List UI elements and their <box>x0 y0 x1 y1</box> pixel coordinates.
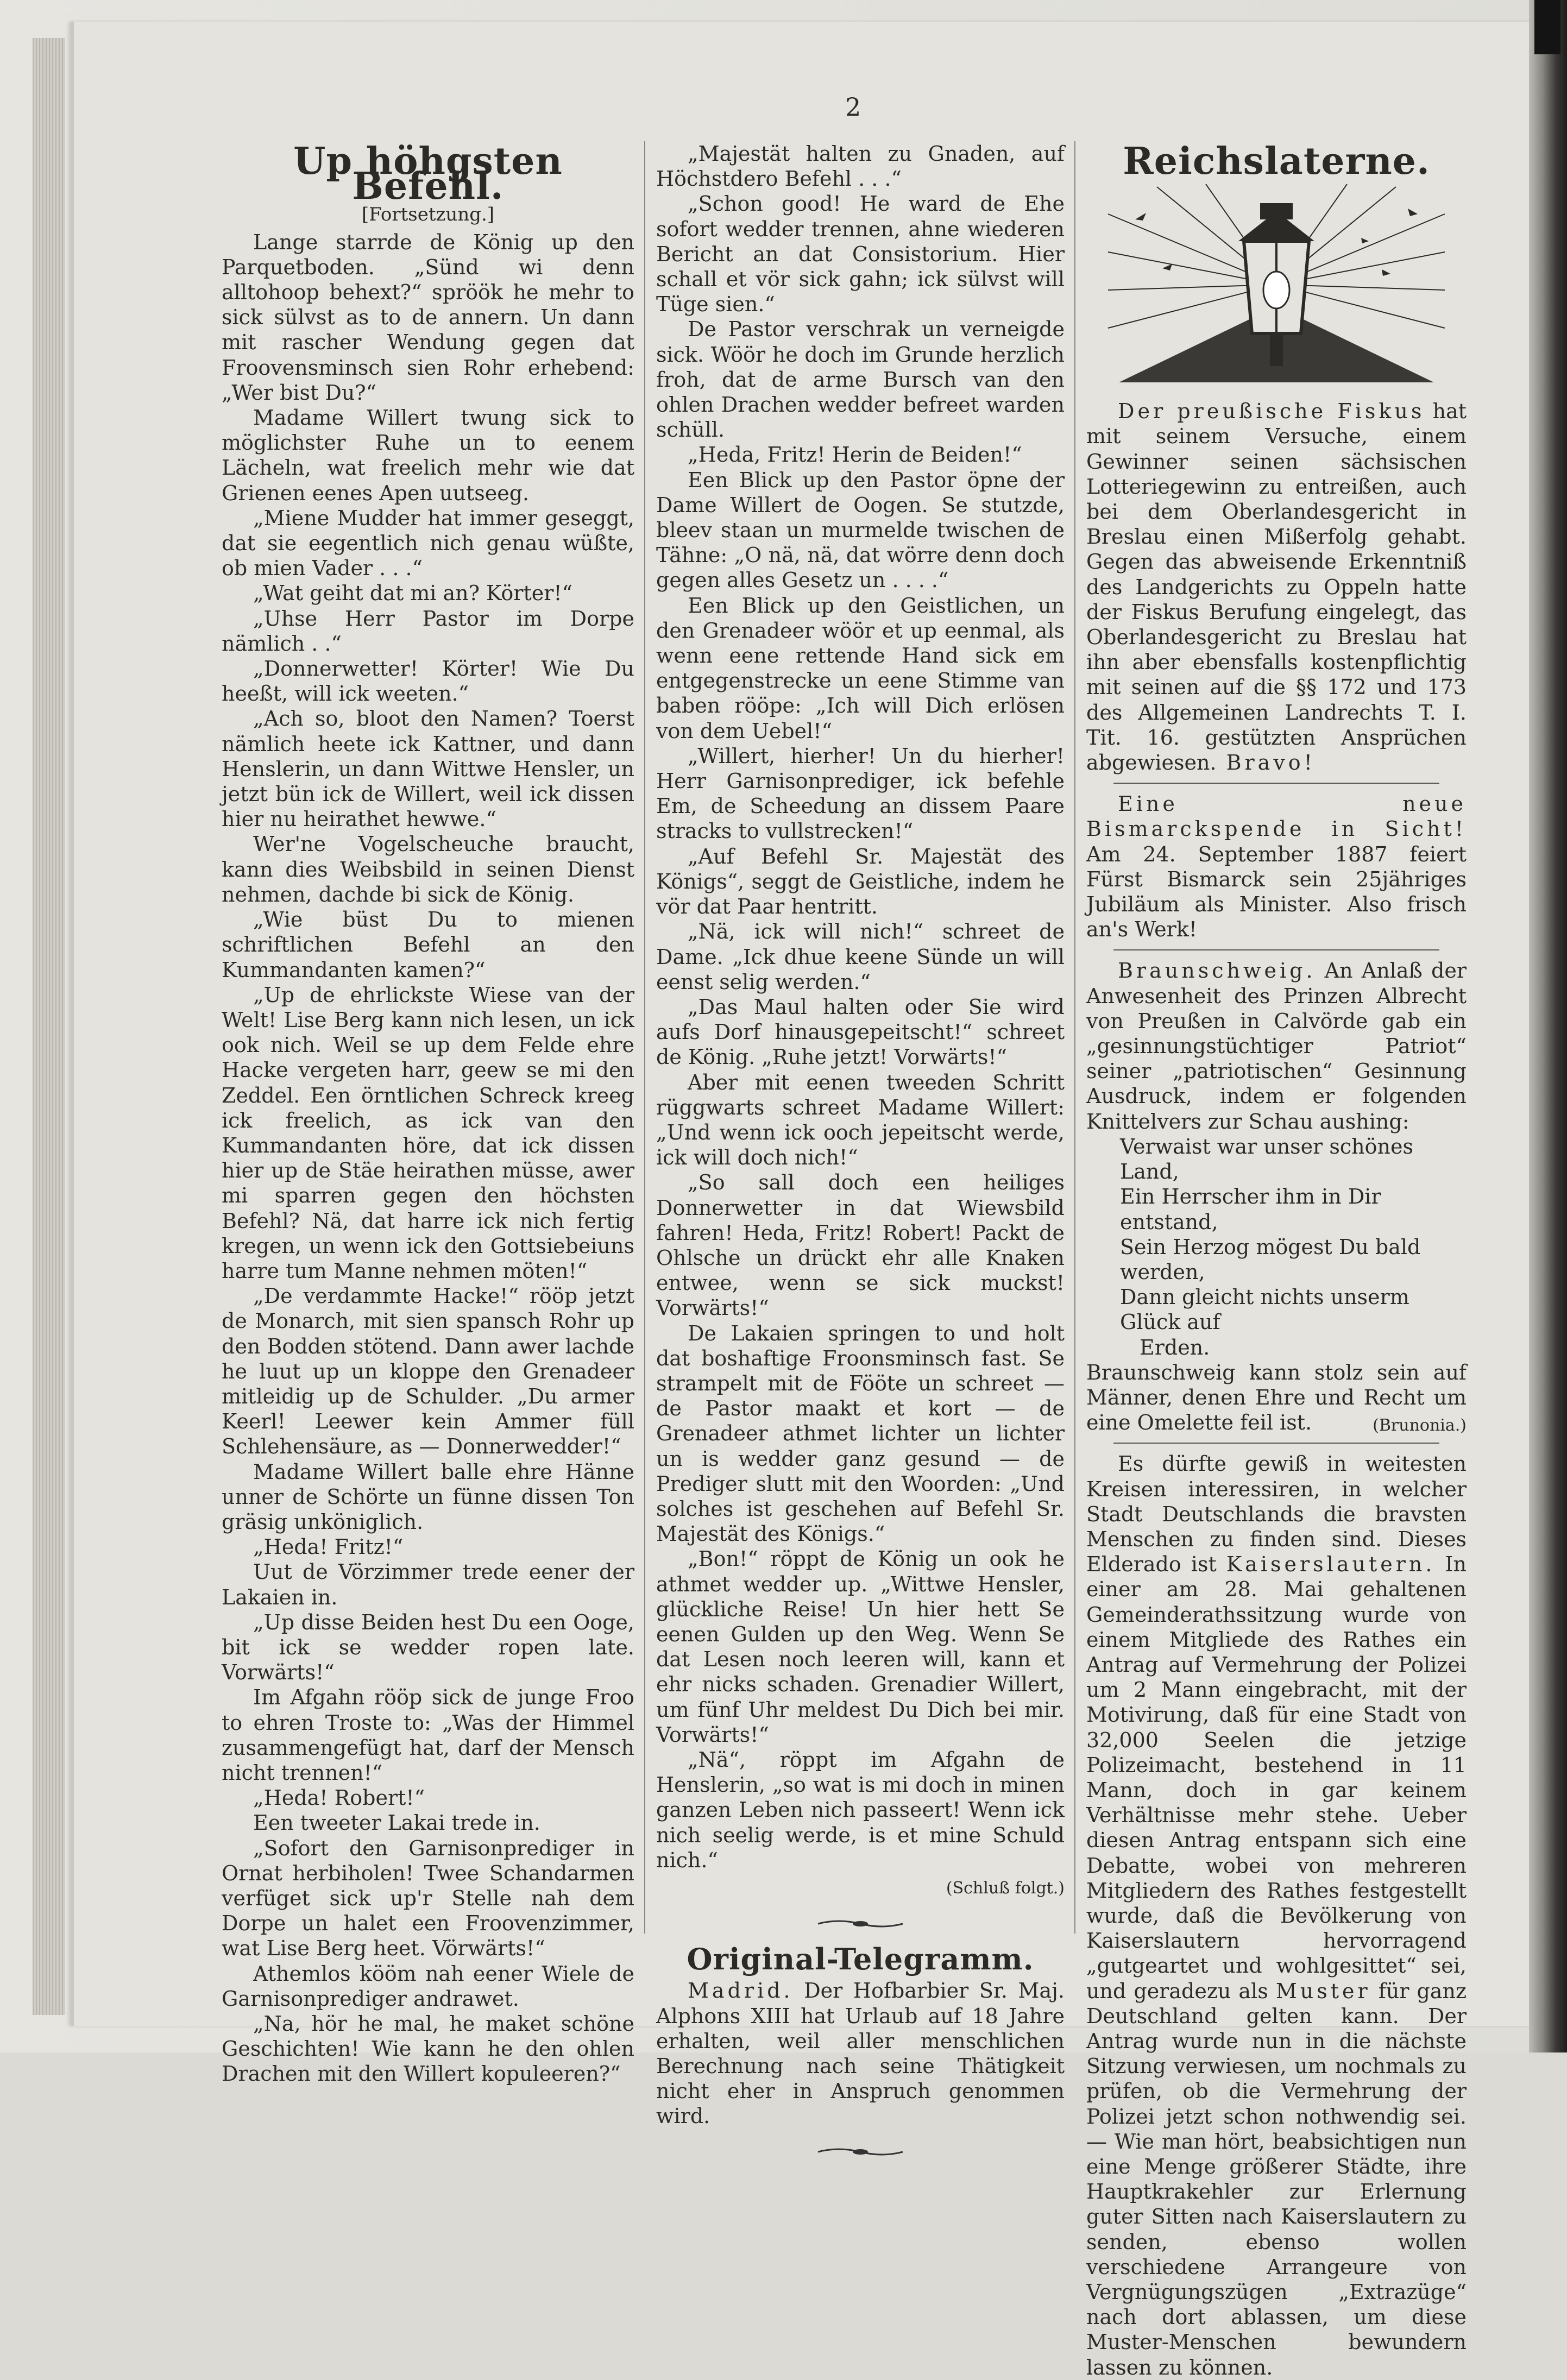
paragraph: „Majestät halten zu Gnaden, auf Höchstdero Befehl . . .“ <box>656 142 1065 191</box>
paragraph: De Lakaien springen to und holt dat boshaftige Froonsminsch fast. Se strampelt mit de Fööte un schreet — de Pastor maakt et kort — de Grenadeer athmet lichter un lichter un is wedder ganz gesund — de Prediger slutt mit den Woorden: „Und solches ist geschehen auf Befehl Sr. Majestät des Königs.“ <box>656 1321 1065 1546</box>
paragraph: Uut de Vörzimmer trede eener der Lakaien in. <box>222 1560 634 1609</box>
kl-muster: Muster <box>1275 1979 1371 2003</box>
kl-city: Kaiserslautern. <box>1226 1552 1436 1577</box>
ornament-icon <box>817 2145 904 2158</box>
paragraph: „Nä, ick will nich!“ schreet de Dame. „Ick dhue keene Sünde un will eenst selig werden.“ <box>656 920 1065 994</box>
column-rule <box>1074 141 1075 1934</box>
paragraph: „Uhse Herr Pastor im Dorpe nämlich . .“ <box>222 606 634 656</box>
paragraph: Een tweeter Lakai trede in. <box>253 1811 540 1835</box>
fiskus-lead: Der preußische Fiskus <box>1118 399 1425 424</box>
paragraph: Wer'ne Vogelscheuche braucht, kann dies Weibsbild in seinen Dienst nehmen, dachde bi sick de König. <box>222 832 634 906</box>
column-story-continued <box>656 141 1065 2175</box>
braunschweig-after: Braunschweig kann stolz sein auf Männer, denen Ehre und Recht um eine Omelette feil ist. <box>1086 1360 1467 1435</box>
divider <box>1113 949 1439 950</box>
paragraph: Aber mit eenen tweeden Schritt rüggwarts schreet Madame Willert: „Und wenn ick ooch jepeitscht werde, ick will doch nich!“ <box>656 1070 1065 1170</box>
paragraph: „Up disse Beiden hest Du een Ooge, bit ick se wedder ropen late. Vorwärts!“ <box>222 1610 634 1685</box>
paragraph: Athemlos kööm nah eener Wiele de Garnisonprediger andrawet. <box>222 1961 634 2011</box>
paragraph: Madame Willert twung sick to möglichster Ruhe un to eenem Lächeln, wat freelich mehr wie dat Grienen eenes Apen uutseeg. <box>222 406 634 505</box>
divider <box>1113 1443 1439 1444</box>
braunschweig-text: An Anlaß der Anwesenheit des Prinzen Albrecht von Preußen in Calvörde gab ein „gesinnungstüchtiger Patriot“ seiner „patriotischen“ Gesinnung Ausdruck, indem er folgenden Knittelvers zur Schau aushing: <box>1086 959 1467 1134</box>
story-body <box>222 230 634 2087</box>
telegram-text: Der Hofbarbier Sr. Maj. Alphons XIII hat Urlaub auf 18 Jahre erhalten, weil aller menschlichen Berechnung nach seine Thätigkeit nicht eher in Anspruch genommen wird. <box>656 1979 1065 2129</box>
poem-line: Ein Herrscher ihm in Dir entstand, <box>1120 1185 1381 1234</box>
poem-line: Verwaist war unser schönes Land, <box>1120 1134 1413 1184</box>
ornament-icon <box>817 1917 904 1930</box>
paragraph: „Heda, Fritz! Herin de Beiden!“ <box>688 443 1022 467</box>
scan-corner <box>1534 0 1560 54</box>
column-rule <box>644 141 645 1934</box>
paragraph: „Donnerwetter! Körter! Wie Du heeßt, will ick weeten.“ <box>222 657 634 706</box>
paragraph: „Das Maul halten oder Sie wird aufs Dorf hinausgepeitscht!“ schreet de König. „Ruhe jetzt! Vorwärts!“ <box>656 994 1065 1069</box>
paragraph: „So sall doch een heiliges Donnerwetter in dat Wiewsbild fahren! Heda, Fritz! Robert! Packt de Ohlsche un drückt ehr alle Knaken entwee, wenn se sick muckst! Vorwärts!“ <box>656 1170 1065 1320</box>
paragraph: „Sofort den Garnisonprediger in Ornat herbiholen! Twee Schandarmen verfüget sick up'r Stelle nah dem Dorpe un halet een Froovenzimmer, wat Lise Berg heet. Vörwärts!“ <box>222 1836 634 1961</box>
bismarck-text: Am 24. September 1887 feiert Fürst Bismarck sein 25jähriges Jubiläum als Minister. Also frisch an's Werk! <box>1086 842 1467 942</box>
reichslaterne-title: Reichslaterne. <box>1123 140 1430 183</box>
column-reichslaterne <box>1086 141 1467 2380</box>
to-be-continued: (Schluß folgt.) <box>946 1879 1065 1898</box>
street-lantern-icon <box>1097 181 1456 388</box>
paragraph: „Wie büst Du to mienen schriftlichen Befehl an den Kummandanten kamen?“ <box>222 908 634 982</box>
fiskus-text: hat mit seinem Versuche, einem Gewinner seinen sächsischen Lotteriegewinn zu entreißen, auch bei dem Oberlandesgericht in Breslau einen Mißerfolg gehabt. Gegen das abweisende Erkenntniß des Landgerichts zu Oppeln hatte der Fiskus Berufung eingelegt, das Oberlandesgericht zu Breslau hat ihn aber ebensfalls kostenpflichtig mit seinen auf die §§ 172 und 173 des Allgemeinen Landrechts T. I. Tit. 16. gestützten Ansprüchen abgewiesen. <box>1086 399 1467 775</box>
paragraph: „Willert, hierher! Un du hierher! Herr Garnisonprediger, ick befehle Em, de Scheedung an dissem Paare stracks to vullstrecken!“ <box>656 744 1065 843</box>
paragraph: „Heda! Fritz!“ <box>253 1535 404 1559</box>
paragraph: „De verdammte Hacke!“ rööp jetzt de Monarch, mit sien spansch Rohr up den Bodden stötend. Dann awer lachde he luut up un kloppe den Grenadeer mitleidig up de Schulder. „Du armer Keerl! Leewer kein Ammer füll Schlehensäure, as — Donnerwedder!“ <box>222 1284 634 1459</box>
paragraph: Een Blick up den Geistlichen, un den Grenadeer wöör et up eenmal, als wenn eene rettende Hand sick em entgegenstrecke un eene Stimme van baben rööpe: „Ich will Dich erlösen von dem Uebel!“ <box>656 593 1065 743</box>
paragraph: De Pastor verschrak un verneigde sick. Wöör he doch im Grunde herzlich froh, dat de arme Bursch van den ohlen Drachen wedder befreet warden schüll. <box>656 317 1065 442</box>
braunschweig-lead: Braunschweig. <box>1118 959 1316 983</box>
page-edges <box>33 38 65 2015</box>
paragraph: Een Blick up den Pastor öpne der Dame Willert de Oogen. Se stutzde, bleev staan un murmelde twischen de Tähne: „O nä, nä, dat wörre denn doch gegen alles Gesetz un . . . .“ <box>656 468 1065 593</box>
poem-line: Sein Herzog mögest Du bald werden, <box>1120 1235 1421 1284</box>
paragraph: „Bon!“ röppt de König un ook he athmet wedder up. „Wittwe Hensler, glückliche Reise! Un hier hett Se eenen Gulden up den Weg. Wenn Se dat Lesen noch leeren will, kann et ehr nicks schaden. Grenadier Willert, um fünf Uhr meldest Du Dich bei mir. Vorwärts!“ <box>656 1547 1065 1747</box>
paragraph: Lange starrde de König up den Parquetboden. „Sünd wi denn alltohoop behext?“ spröök he mehr to sick sülvst as to de annern. Un dann mit rascher Wendung gegen dat Froovensminsch sien Rohr erhebend: „Wer bist Du?“ <box>222 230 634 405</box>
page-number: 2 <box>845 92 861 122</box>
poem-line: Erden. <box>1140 1335 1210 1359</box>
paragraph: Madame Willert balle ehre Hänne unner de Schörte un fünne dissen Ton gräsig unköniglich. <box>222 1459 634 1534</box>
bismarck-lead: Eine neue Bismarckspende in Sicht! <box>1086 792 1467 841</box>
kl-text-b: In einer am 28. Mai gehaltenen Gemeinderathssitzung wurde von einem Mitgliede des Rathes ein Antrag auf Vermehrung der Polizei um 2 Mann eingebracht, mit der Motivirung, daß für eine Stadt von 32,000 Seelen die jetzige Polizeimacht, bestehend in 11 Mann, doch in gar keinem Verhältnisse mehr stehe. Ueber diesen Antrag entspann sich eine Debatte, wobei von mehreren Mitgliedern des Rathes festgestellt wurde, daß die Bevölkerung von Kaiserslautern hervorragend „gutgeartet und wohlgesittet“ sei, und geradezu als <box>1086 1552 1467 2003</box>
poem-line: Dann gleicht nichts unserm Glück auf <box>1120 1285 1409 1334</box>
paragraph: „Wat geiht dat mi an? Körter!“ <box>253 581 573 606</box>
fiskus-bravo: Bravo! <box>1216 751 1316 775</box>
paragraph: „Nä“, röppt im Afgahn de Henslerin, „so wat is mi doch in minen ganzen Leben nich passeert! Wenn ick nich seelig werde, is et mine Schuld nich.“ <box>656 1748 1065 1872</box>
paragraph: „Na, hör he mal, he maket schöne Geschichten! Wie kann he den ohlen Drachen mit den Willert kopuleeren?“ <box>222 2012 634 2086</box>
paragraph: Im Afgahn rööp sick de junge Froo to ehren Troste to: „Was der Himmel zusammengefügt hat, darf der Mensch nicht trennen!“ <box>222 1685 634 1785</box>
paragraph: „Auf Befehl Sr. Majestät des Königs“, seggt de Geistliche, indem he vör dat Paar hentritt. <box>656 844 1065 919</box>
paragraph: „Ach so, bloot den Namen? Toerst nämlich heete ick Kattner, und dann Henslerin, un dann Wittwe Hensler, un jetzt bün ick de Willert, weil ick dissen hier nu heirathet hewwe.“ <box>222 707 634 832</box>
continued-note: [Fortsetzung.] <box>361 204 495 226</box>
telegram-title: Original-Telegramm. <box>687 1942 1034 1977</box>
paragraph: „Schon good! He ward de Ehe sofort wedder trennen, ahne wiederen Bericht an dat Consistorium. Hier schall et vör sick gahn; ick sülvst will Tüge sien.“ <box>656 192 1065 317</box>
story-title: Up höhgsten Befehl. <box>293 140 563 209</box>
story-body-continued <box>656 141 1065 1873</box>
knittelvers <box>1120 1134 1467 1360</box>
divider <box>1113 783 1439 784</box>
telegram-place: Madrid. <box>688 1979 794 2003</box>
binding-shadow <box>1529 0 1567 2052</box>
paragraph: „Miene Mudder hat immer geseggt, dat sie eegentlich nich genau wüßte, ob mien Vader . . .“ <box>222 506 634 581</box>
source-note: (Brunonia.) <box>1373 1416 1467 1435</box>
kl-text-c: für ganz Deutschland gelten kann. Der Antrag wurde nun in die nächste Sitzung verwiesen, um nochmals zu prüfen, ob die Vermehrung der Polizei jetzt schon nothwendig sei. — Wie man hört, beabsichtigen nun eine Menge größerer Städte, ihre Hauptkrakehler zur Erlernung guter Sitten nach Kaiserslautern zu senden, ebenso wollen verschiedene Arrangeure von Vergnügungszügen „Extrazüge“ nach dort ablassen, um diese Muster-Menschen bewundern lassen zu können. <box>1086 1979 1467 2379</box>
paragraph: „Heda! Robert!“ <box>253 1786 425 1810</box>
paragraph: „Up de ehrlickste Wiese van der Welt! Lise Berg kann nich lesen, un ick ook nich. Weil se up dem Felde ehre Hacke vergeten harr, geew se mi den Zeddel. Een örntlichen Schreck kreeg ick freelich, as ick van den Kummandanten höre, dat ick dissen hier up de Stäe heirathen müsse, awer mi sparren gegen den höchsten Befehl? Nä, dat harre ick nich fertig kregen, un wenn ick den Gottsiebeiuns harre tum Manne nehmen möten!“ <box>222 983 634 1283</box>
column-story <box>222 141 634 2087</box>
kl-text-a: Es dürfte gewiß in weitesten Kreisen interessiren, in welcher Stadt Deutschlands die bravsten Menschen zu finden sind. Dieses Elderado ist <box>1086 1452 1467 1577</box>
